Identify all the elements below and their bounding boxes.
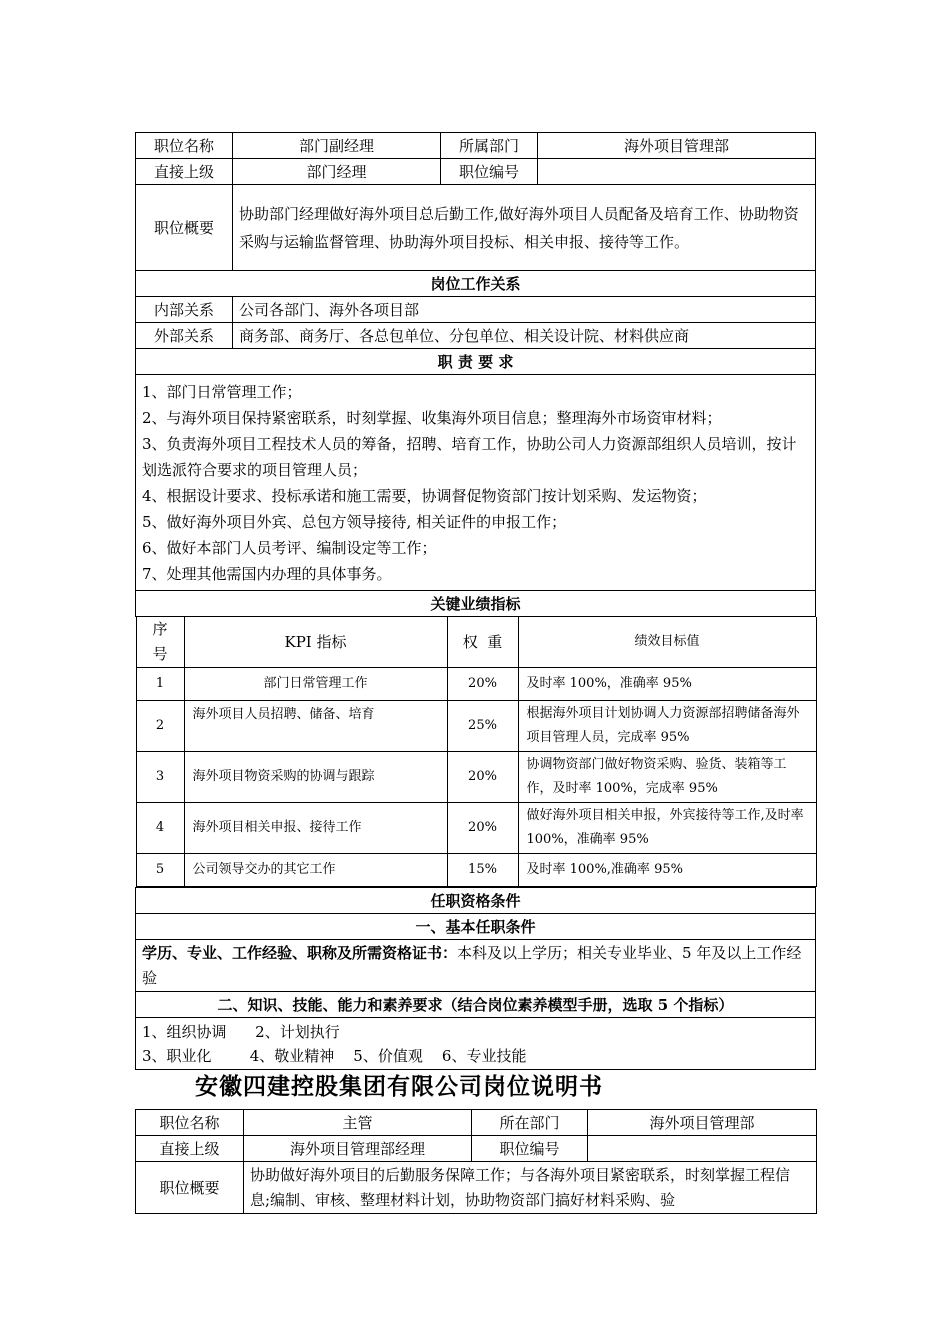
job-code (588, 1136, 817, 1162)
superior: 海外项目管理部经理 (244, 1136, 472, 1162)
table-row (136, 752, 816, 803)
kpi-header-target: 绩效目标值 (518, 617, 816, 668)
ability-line: 3、职业化 4、敬业精神 5、价值观 6、专业技能 (142, 1046, 527, 1065)
section-basic-requirements: 一、基本任职条件 (136, 914, 816, 940)
job-description-table-2 (135, 1109, 817, 1214)
kpi-no: 2 (136, 701, 184, 752)
label-summary: 职位概要 (136, 185, 233, 271)
external-relations: 商务部、商务厅、各总包单位、分包单位、相关设计院、材料供应商 (233, 323, 816, 349)
job-description-table-1 (135, 132, 816, 1070)
kpi-weight: 20% (447, 668, 518, 701)
duty-item: 4、根据设计要求、投标承诺和施工需要，协调督促物资部门按计划采购、发运物资； (142, 486, 707, 505)
section-duties: 职 责 要 求 (136, 349, 816, 375)
kpi-weight: 25% (447, 701, 518, 752)
table-row (136, 701, 816, 752)
kpi-name: 海外项目人员招聘、储备、培育 (184, 701, 447, 752)
section-kpi: 关键业绩指标 (136, 591, 816, 617)
ability-line: 1、组织协调 2、计划执行 (142, 1022, 340, 1041)
superior: 部门经理 (233, 159, 441, 185)
kpi-name: 公司领导交办的其它工作 (184, 854, 447, 887)
label-external-relations: 外部关系 (136, 323, 233, 349)
label-summary: 职位概要 (136, 1162, 244, 1214)
kpi-name: 海外项目物资采购的协调与跟踪 (184, 752, 447, 803)
department: 海外项目管理部 (588, 1110, 817, 1136)
internal-relations: 公司各部门、海外各项目部 (233, 297, 816, 323)
section-work-relations: 岗位工作关系 (136, 271, 816, 297)
kpi-weight: 20% (447, 752, 518, 803)
kpi-target: 根据海外项目计划协调人力资源部招聘储备海外项目管理人员，完成率 95% (518, 701, 816, 752)
table-row (136, 854, 816, 887)
kpi-no: 1 (136, 668, 184, 701)
label-department: 所在部门 (472, 1110, 588, 1136)
job-summary: 协助部门经理做好海外项目总后勤工作,做好海外项目人员配备及培育工作、协助物资采购与运输监督管理、协助海外项目投标、相关申报、接待等工作。 (233, 185, 816, 271)
department: 海外项目管理部 (538, 133, 816, 159)
kpi-no: 5 (136, 854, 184, 887)
label-job-name: 职位名称 (136, 1110, 244, 1136)
kpi-table (136, 617, 817, 887)
label-job-code: 职位编号 (441, 159, 538, 185)
kpi-header-kpi: KPI 指标 (184, 617, 447, 668)
job-summary: 协助做好海外项目的后勤服务保障工作；与各海外项目紧密联系，时刻掌握工程信息;编制、审核、整理材料计划，协助物资部门搞好材料采购、验 (244, 1162, 817, 1214)
basic-requirements-label: 学历、专业、工作经验、职称及所需资格证书： (142, 943, 458, 962)
label-job-name: 职位名称 (136, 133, 233, 159)
kpi-header-weight: 权 重 (447, 617, 518, 668)
label-superior: 直接上级 (136, 1136, 244, 1162)
job-code (538, 159, 816, 185)
duty-item: 7、处理其他需国内办理的具体事务。 (142, 564, 392, 583)
kpi-weight: 15% (447, 854, 518, 887)
section-qualifications: 任职资格条件 (136, 888, 816, 914)
duties-list (136, 375, 816, 591)
label-superior: 直接上级 (136, 159, 233, 185)
job-name: 部门副经理 (233, 133, 441, 159)
basic-requirements-text: 本科及以上学历；相关专业毕业、5 年及以上工作经验 (142, 943, 802, 987)
kpi-target: 做好海外项目相关申报，外宾接待等工作,及时率 100%，准确率 95% (518, 803, 816, 854)
kpi-name: 海外项目相关申报、接待工作 (184, 803, 447, 854)
ability-requirements (136, 1018, 816, 1070)
table-row (136, 668, 816, 701)
kpi-header-no: 序号 (136, 617, 184, 668)
duty-item: 2、与海外项目保持紧密联系，时刻掌握、收集海外项目信息；整理海外市场资审材料； (142, 408, 722, 427)
basic-requirements (136, 940, 816, 992)
label-job-code: 职位编号 (472, 1136, 588, 1162)
kpi-name: 部门日常管理工作 (184, 668, 447, 701)
duty-item: 3、负责海外项目工程技术人员的筹备，招聘、培育工作，协助公司人力资源部组织人员培训，按计划选派符合要求的项目管理人员； (142, 434, 797, 479)
duty-item: 1、部门日常管理工作； (142, 382, 302, 401)
kpi-weight: 20% (447, 803, 518, 854)
duty-item: 6、做好本部门人员考评、编制设定等工作； (142, 538, 437, 557)
label-internal-relations: 内部关系 (136, 297, 233, 323)
kpi-target: 及时率 100%,准确率 95% (518, 854, 816, 887)
label-department: 所属部门 (441, 133, 538, 159)
section-ability-requirements: 二、知识、技能、能力和素养要求（结合岗位素养模型手册，选取 5 个指标） (136, 992, 816, 1018)
kpi-no: 4 (136, 803, 184, 854)
kpi-target: 及时率 100%，准确率 95% (518, 668, 816, 701)
table-row (136, 803, 816, 854)
job-name: 主管 (244, 1110, 472, 1136)
kpi-target: 协调物资部门做好物资采购、验货、装箱等工作，及时率 100%，完成率 95% (518, 752, 816, 803)
document-title: 安徽四建控股集团有限公司岗位说明书 (195, 1074, 603, 1100)
duty-item: 5、做好海外项目外宾、总包方领导接待, 相关证件的申报工作； (142, 512, 567, 531)
kpi-no: 3 (136, 752, 184, 803)
